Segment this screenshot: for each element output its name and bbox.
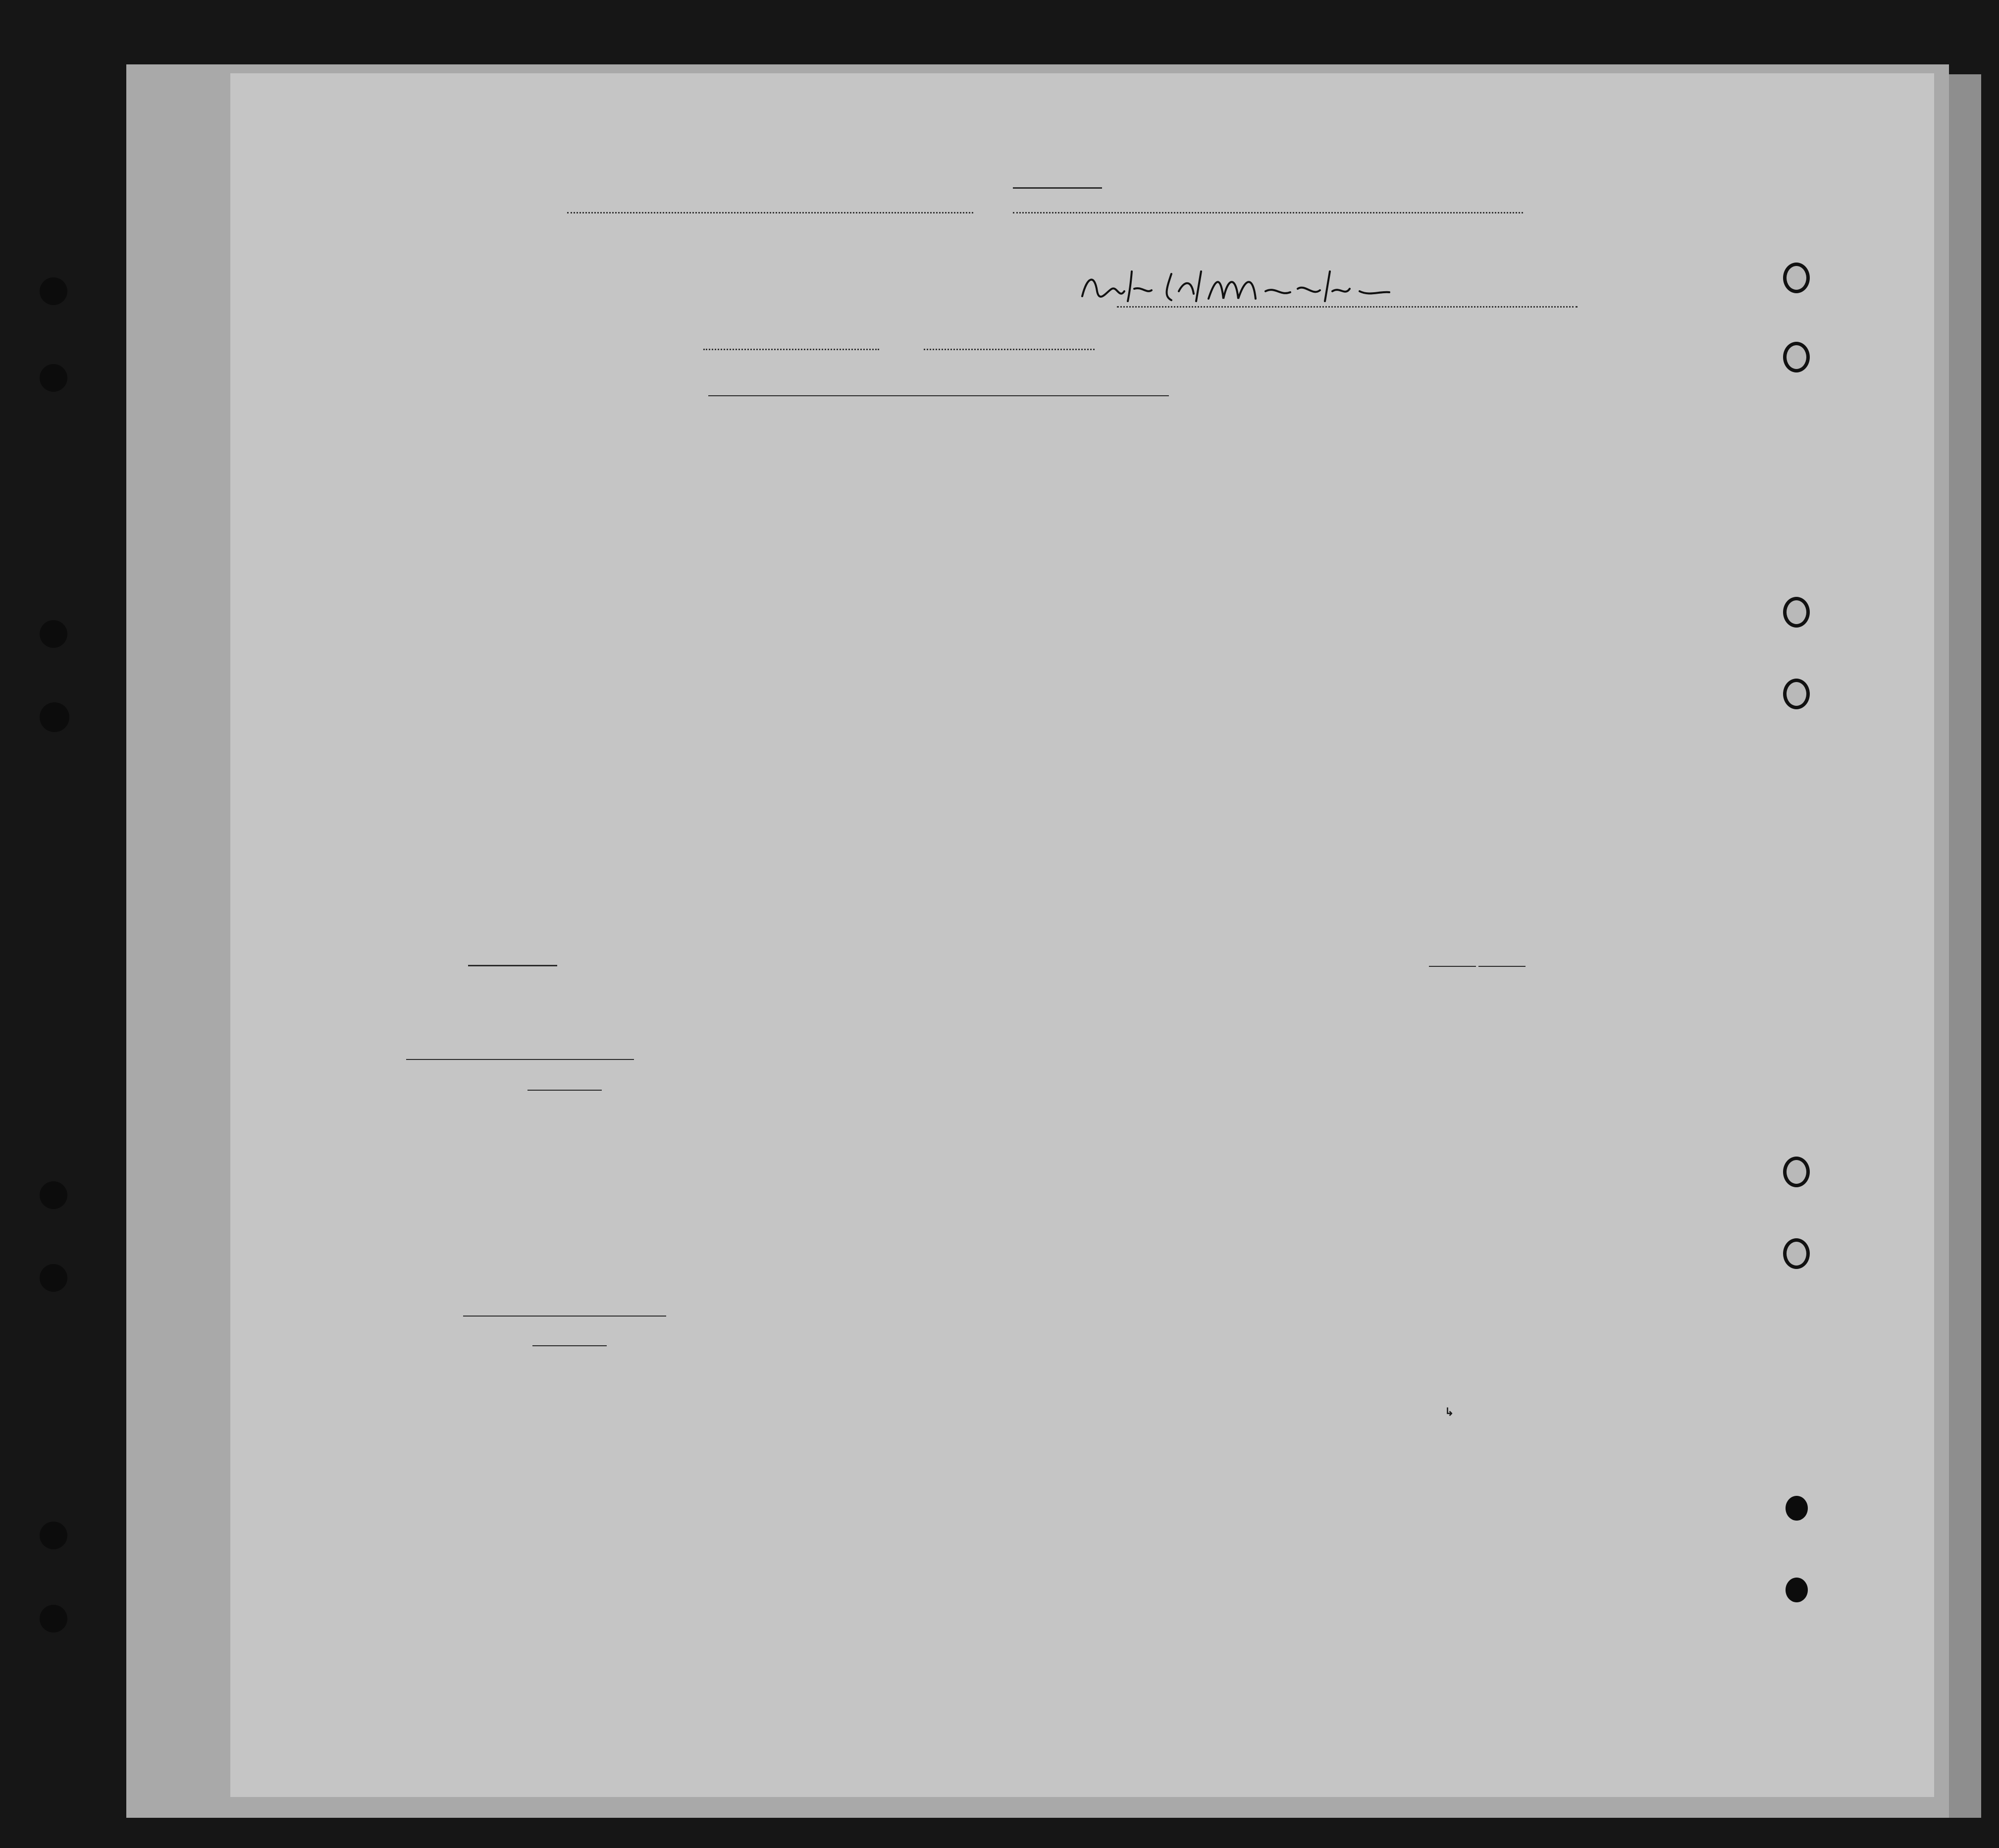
vessel-name-line	[1013, 212, 1523, 213]
master-signature	[1072, 262, 1449, 311]
binder-hole	[1783, 597, 1810, 628]
sworn-day-line	[703, 349, 879, 350]
notice-heading-rule	[468, 965, 557, 966]
binder-hole	[40, 1522, 67, 1549]
signature-line	[1117, 306, 1578, 308]
binder-hole	[1783, 342, 1810, 372]
races-heading-rule-right	[1478, 966, 1526, 967]
master-name-line	[567, 212, 973, 213]
pencil-mark: ↳	[1445, 1406, 1454, 1418]
binder-hole	[1783, 679, 1810, 709]
paper-sheet	[126, 64, 1949, 1818]
binder-hole	[1783, 1238, 1810, 1269]
binder-hole	[1783, 263, 1810, 293]
binder-hole	[40, 277, 67, 305]
sworn-month-line	[924, 349, 1095, 350]
rule-heading-rule	[532, 1345, 607, 1346]
binder-hole	[1786, 1496, 1808, 1521]
binder-hole	[40, 364, 67, 392]
binder-hole	[1783, 1157, 1810, 1187]
notice-divider-1	[406, 1059, 634, 1060]
binder-hole	[40, 702, 69, 732]
act-heading-rule	[527, 1090, 602, 1091]
binder-hole	[1786, 1578, 1808, 1602]
affidavit-page	[230, 73, 1934, 1797]
notice-divider-2	[463, 1316, 666, 1317]
binder-hole	[40, 620, 67, 648]
binder-hole	[40, 1605, 67, 1633]
inspector-line	[708, 395, 1169, 396]
races-heading-rule-left	[1429, 966, 1476, 967]
binder-hole	[40, 1181, 67, 1209]
title-rule	[1013, 187, 1102, 189]
binder-hole	[40, 1264, 67, 1292]
